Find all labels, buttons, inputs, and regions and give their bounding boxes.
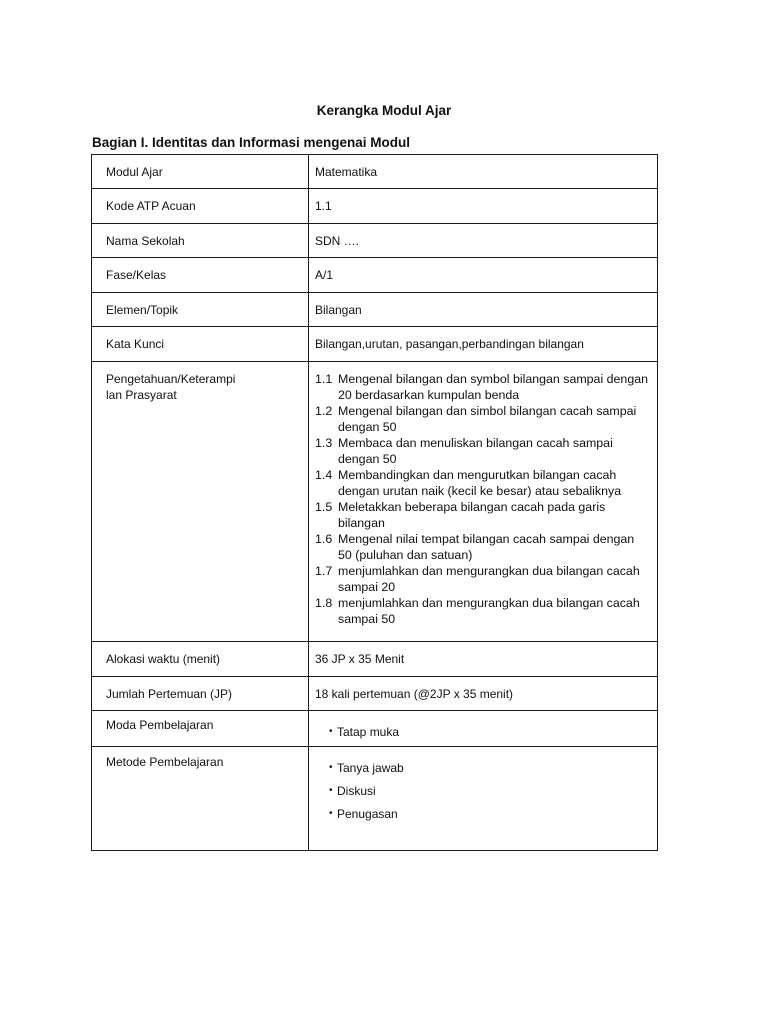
row-value: 18 kali pertemuan (@2JP x 35 menit) xyxy=(309,677,658,711)
row-label: Jumlah Pertemuan (JP) xyxy=(92,677,309,711)
list-item xyxy=(329,760,651,776)
method-list-cell xyxy=(309,747,658,851)
bullet-icon: • xyxy=(329,726,333,737)
table-row xyxy=(92,747,658,851)
row-value: 36 JP x 35 Menit xyxy=(309,642,658,677)
item-text: Mengenal bilangan dan symbol bilangan sampai dengan 20 berdasarkan kumpulan benda xyxy=(338,372,648,402)
table-row xyxy=(92,293,658,327)
table-row xyxy=(92,155,658,189)
row-value: Bilangan xyxy=(309,293,658,327)
document-title: Kerangka Modul Ajar xyxy=(316,103,452,118)
table-row-prerequisite xyxy=(92,362,658,642)
item-text: Tatap muka xyxy=(337,725,400,739)
row-label: Kata Kunci xyxy=(92,327,309,362)
list-item xyxy=(315,595,651,627)
item-text: Meletakkan beberapa bilangan cacah pada garis bilangan xyxy=(338,500,606,530)
item-text: Diskusi xyxy=(337,784,376,798)
item-number: 1.8 xyxy=(315,596,333,610)
list-item xyxy=(315,371,651,403)
item-number: 1.1 xyxy=(315,372,333,386)
list-item xyxy=(315,467,651,499)
item-text: Mengenal nilai tempat bilangan cacah sampai dengan 50 (puluhan dan satuan) xyxy=(338,532,635,562)
bullet-icon: • xyxy=(329,808,333,819)
item-text: Penugasan xyxy=(337,807,398,821)
row-label: Fase/Kelas xyxy=(92,258,309,293)
table-row xyxy=(92,189,658,224)
item-number: 1.6 xyxy=(315,532,333,546)
row-label: Kode ATP Acuan xyxy=(92,189,309,224)
table-row xyxy=(92,327,658,362)
row-label xyxy=(92,362,309,642)
list-item xyxy=(315,499,651,531)
row-label: Nama Sekolah xyxy=(92,224,309,258)
method-list xyxy=(315,760,651,822)
row-label: Moda Pembelajaran xyxy=(92,711,309,747)
item-text: menjumlahkan dan mengurangkan dua bilangan cacah sampai 50 xyxy=(338,596,640,626)
row-label: Modul Ajar xyxy=(92,155,309,189)
row-value: SDN …. xyxy=(309,224,658,258)
module-info-table xyxy=(91,154,658,851)
table-row xyxy=(92,258,658,293)
list-item xyxy=(329,724,651,740)
table-row xyxy=(92,677,658,711)
row-value: 1.1 xyxy=(309,189,658,224)
item-text: menjumlahkan dan mengurangkan dua bilangan cacah sampai 20 xyxy=(338,564,640,594)
prerequisite-label-line2: lan Prasyarat xyxy=(106,388,177,402)
item-text: Membandingkan dan mengurutkan bilangan cacah dengan urutan naik (kecil ke besar) atau sebaliknya xyxy=(338,468,622,498)
mode-list xyxy=(315,724,651,740)
item-text: Membaca dan menuliskan bilangan cacah sampai dengan 50 xyxy=(338,436,613,466)
row-value: A/1 xyxy=(309,258,658,293)
table-row xyxy=(92,642,658,677)
row-value: Matematika xyxy=(309,155,658,189)
item-text: Mengenal bilangan dan simbol bilangan cacah sampai dengan 50 xyxy=(338,404,637,434)
row-label: Elemen/Topik xyxy=(92,293,309,327)
item-number: 1.3 xyxy=(315,436,333,450)
list-item xyxy=(315,531,651,563)
prerequisite-list xyxy=(315,371,651,627)
row-label: Metode Pembelajaran xyxy=(92,747,309,851)
list-item xyxy=(315,403,651,435)
bullet-icon: • xyxy=(329,785,333,796)
item-number: 1.7 xyxy=(315,564,333,578)
item-text: Tanya jawab xyxy=(337,761,404,775)
row-label: Alokasi waktu (menit) xyxy=(92,642,309,677)
row-value: Bilangan,urutan, pasangan,perbandingan bilangan xyxy=(309,327,658,362)
prerequisite-list-cell xyxy=(309,362,658,642)
item-number: 1.2 xyxy=(315,404,333,418)
bullet-icon: • xyxy=(329,762,333,773)
item-number: 1.5 xyxy=(315,500,333,514)
table-row xyxy=(92,711,658,747)
prerequisite-label-line1: Pengetahuan/Keterampi xyxy=(106,372,236,386)
table-row xyxy=(92,224,658,258)
mode-list-cell xyxy=(309,711,658,747)
list-item xyxy=(329,806,651,822)
list-item xyxy=(329,783,651,799)
section-heading: Bagian I. Identitas dan Informasi mengenai Modul xyxy=(92,135,411,150)
list-item xyxy=(315,563,651,595)
item-number: 1.4 xyxy=(315,468,333,482)
list-item xyxy=(315,435,651,467)
